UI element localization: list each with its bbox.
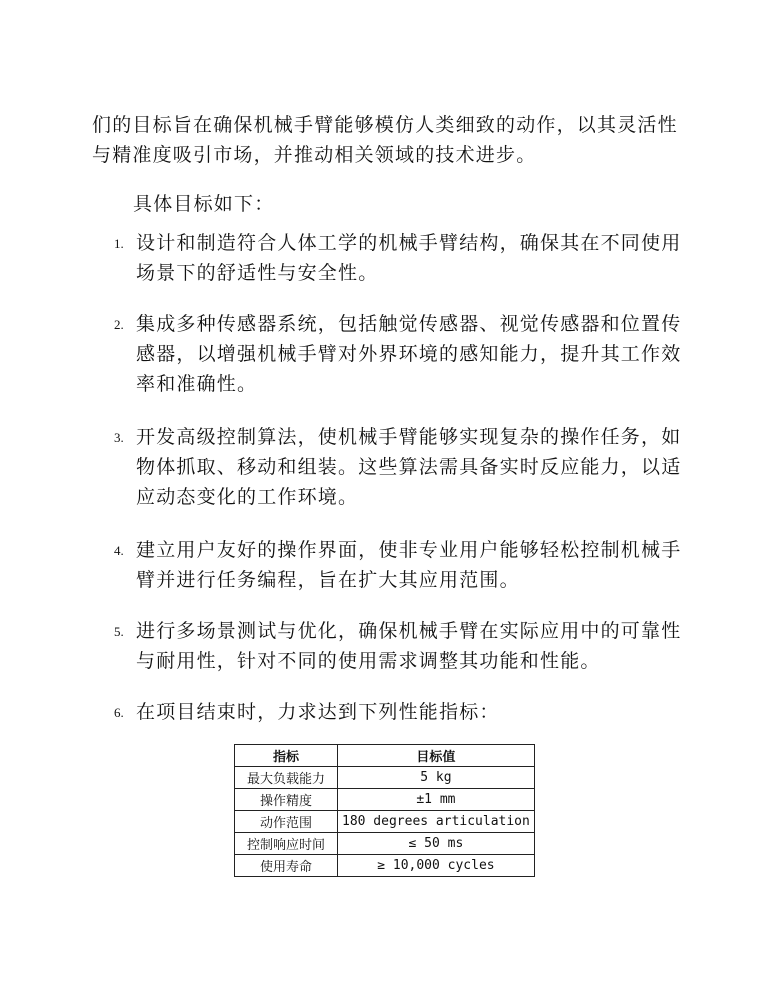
- list-text: 在项目结束时，力求达到下列性能指标：: [136, 701, 500, 723]
- target-cell: ±1 mm: [338, 789, 535, 811]
- list-text: 开发高级控制算法，使机械手臂能够实现复杂的操作任务，如物体抓取、移动和组装。这些算法需具备实时反应能力，以适应动态变化的工作环境。: [136, 426, 682, 508]
- list-number: 1.: [114, 236, 124, 251]
- list-item: [92, 422, 692, 512]
- table-row: [235, 789, 535, 811]
- list-item: [92, 309, 692, 399]
- list-item: [92, 697, 692, 728]
- table-header-row: [235, 745, 535, 767]
- list-number: 3.: [114, 430, 124, 445]
- list-number: 5.: [114, 624, 124, 639]
- metric-cell: 使用寿命: [235, 855, 338, 877]
- metric-cell: 操作精度: [235, 789, 338, 811]
- list-number: 4.: [114, 543, 124, 558]
- list-text: 设计和制造符合人体工学的机械手臂结构，确保其在不同使用场景下的舒适性与安全性。: [136, 232, 682, 284]
- list-number: 2.: [114, 317, 124, 332]
- target-cell: 5 kg: [338, 767, 535, 789]
- target-cell: 180 degrees articulation: [338, 811, 535, 833]
- target-cell: ≤ 50 ms: [338, 833, 535, 855]
- metric-cell: 控制响应时间: [235, 833, 338, 855]
- target-cell: ≥ 10,000 cycles: [338, 855, 535, 877]
- header-metric: 指标: [235, 745, 338, 767]
- metric-cell: 最大负载能力: [235, 767, 338, 789]
- list-number: 6.: [114, 705, 124, 720]
- header-target: 目标值: [338, 745, 535, 767]
- table-row: [235, 767, 535, 789]
- goals-lead-text: 具体目标如下：: [133, 193, 275, 215]
- table-row: [235, 855, 535, 877]
- performance-table: [234, 744, 535, 877]
- table-row: [235, 833, 535, 855]
- list-item: [92, 228, 692, 288]
- metric-cell: 动作范围: [235, 811, 338, 833]
- table-row: [235, 811, 535, 833]
- list-text: 集成多种传感器系统，包括触觉传感器、视觉传感器和位置传感器，以增强机械手臂对外界环境的感知能力，提升其工作效率和准确性。: [136, 313, 682, 395]
- list-item: [92, 535, 692, 595]
- list-text: 建立用户友好的操作界面，使非专业用户能够轻松控制机械手臂并进行任务编程，旨在扩大其应用范围。: [136, 539, 682, 591]
- list-item: [92, 616, 692, 676]
- intro-paragraph: 们的目标旨在确保机械手臂能够模仿人类细致的动作，以其灵活性与精准度吸引市场，并推动相关领域的技术进步。: [92, 114, 678, 166]
- list-text: 进行多场景测试与优化，确保机械手臂在实际应用中的可靠性与耐用性，针对不同的使用需求调整其功能和性能。: [136, 620, 682, 672]
